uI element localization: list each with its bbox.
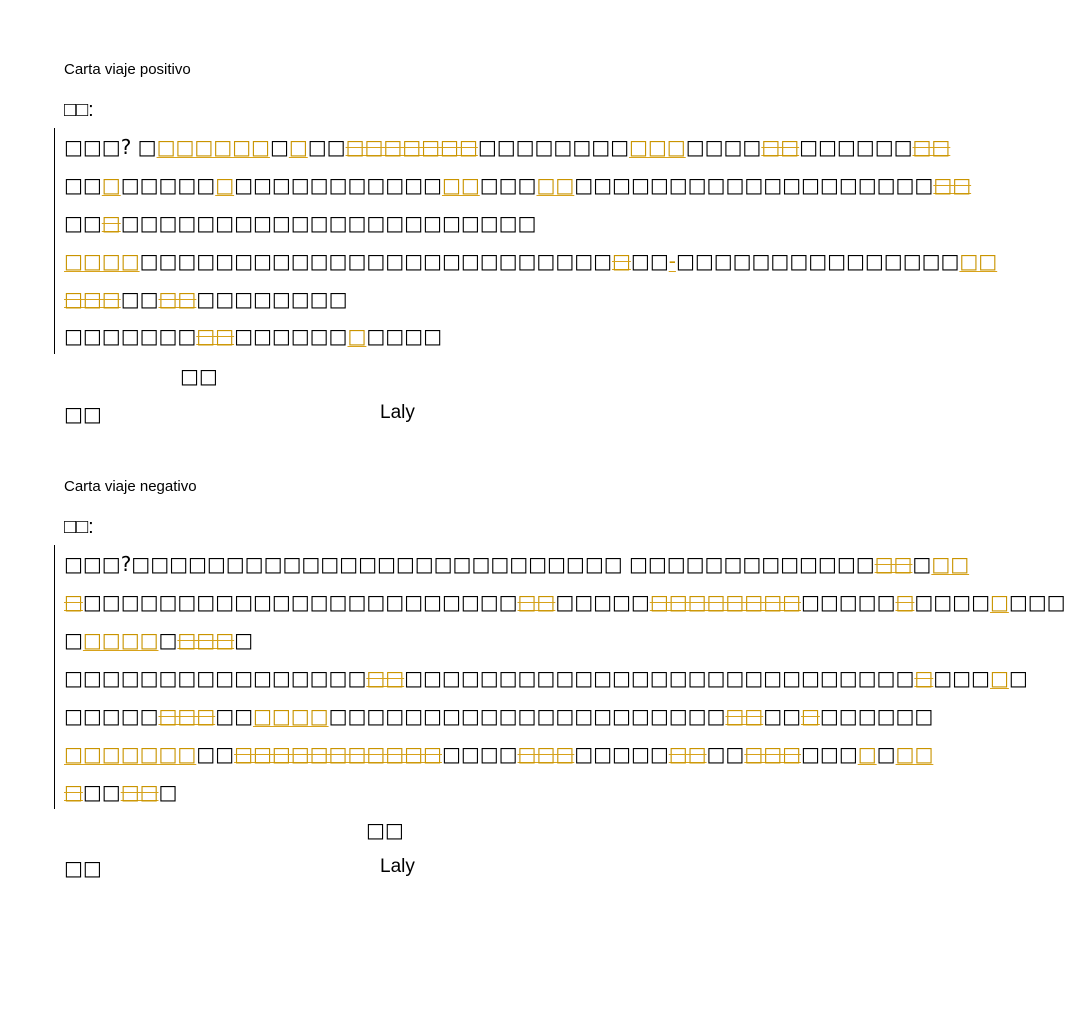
- text-run: □□□: [933, 666, 990, 690]
- letter-2-sign-left: □□: [64, 856, 102, 880]
- letter-1-line-2: [64, 171, 971, 199]
- tracked-change-run: □□□□: [252, 704, 329, 728]
- tracked-change-run: □: [347, 324, 367, 348]
- tracked-change-run: □□□□□□□□: [649, 590, 801, 614]
- text-run: □□□□: [366, 324, 442, 348]
- tracked-change-run: □: [989, 666, 1009, 690]
- letter-2-line-5: [64, 702, 933, 730]
- text-run: □: [64, 628, 83, 652]
- letter-2-title: Carta viaje negativo: [64, 478, 197, 495]
- letter-2-line-1: [64, 550, 969, 578]
- letter-2-change-bar: [54, 545, 55, 809]
- text-run: □□: [64, 173, 102, 197]
- tracked-change-run: □: [64, 590, 83, 614]
- tracked-change-run: □□□: [629, 135, 686, 159]
- text-run: □□: [64, 211, 102, 235]
- text-run: □: [269, 135, 289, 159]
- letter-1-signature-name: Laly: [380, 402, 415, 423]
- tracked-change-run: □□□□□□□: [345, 135, 478, 159]
- tracked-change-run: □: [895, 590, 915, 614]
- text-run: □□□: [801, 742, 858, 766]
- tracked-change-run: □□: [120, 780, 159, 804]
- text-run: □□: [706, 742, 745, 766]
- text-run: □: [234, 628, 254, 652]
- tracked-change-run: □: [215, 173, 235, 197]
- letter-1-sign-left: □□: [64, 402, 102, 426]
- letter-2-line-4: [64, 664, 1028, 692]
- text-run: □□□: [479, 173, 537, 197]
- text-run: □□□□□□: [819, 704, 934, 728]
- tracked-change-run: □□: [874, 552, 913, 576]
- text-run: □: [1008, 666, 1028, 690]
- letter-1-greeting: □□:: [64, 99, 94, 121]
- text-run: □: [876, 742, 896, 766]
- letter-2-line-7: [64, 778, 177, 806]
- tracked-change-run: □□□: [158, 704, 216, 728]
- text-run: □□□□□□□□□□□□□□□□□□□□□□□: [82, 590, 518, 614]
- text-run: □□□□□□: [234, 324, 348, 348]
- text-run: □□□□□□□□□□□□□□□□□□□□□: [328, 704, 726, 728]
- tracked-change-run: □□□: [64, 287, 121, 311]
- letter-2-greeting: □□:: [64, 516, 94, 538]
- tracked-change-run: □□: [725, 704, 764, 728]
- letter-1-line-5: [64, 285, 347, 313]
- letter-2-line-2: [64, 588, 1066, 616]
- tracked-change-run: □□□□□□□□□□□: [234, 742, 442, 766]
- text-run: □□□□□□□: [64, 324, 197, 348]
- tracked-change-run: □: [612, 249, 631, 273]
- tracked-change-run: □□: [517, 590, 556, 614]
- letter-2-closing: □□: [366, 818, 404, 842]
- text-run: □□□□□□□□□□□□□□□□□□□: [574, 173, 934, 197]
- text-run: □□□□□□□□□□□: [234, 173, 442, 197]
- tracked-change-run: □: [101, 211, 121, 235]
- tracked-change-run: □□□□□□□: [64, 742, 197, 766]
- text-run: □□: [630, 249, 669, 273]
- tracked-change-run: □□□□: [82, 628, 159, 652]
- tracked-change-run: □□: [912, 135, 951, 159]
- tracked-change-run: □□: [366, 666, 405, 690]
- text-run: □□□□□□□□□□□□□□□□□□□□□□□□□□□: [404, 666, 915, 690]
- text-run: □□□?□□□□□□□□□□□□□□□□□□□□□□□□□□ □□□□□□□□□□□□□: [64, 552, 875, 576]
- tracked-change-run: □□: [196, 324, 235, 348]
- tracked-change-run: □□: [959, 249, 998, 273]
- text-run: □□□□□□□□□□□□□□□□: [64, 666, 367, 690]
- letter-1-line-4: [64, 247, 997, 275]
- tracked-change-run: □□: [931, 552, 970, 576]
- text-run: □: [912, 552, 932, 576]
- text-run: □□□□□□□□□□□□□□□: [675, 249, 960, 273]
- text-run: □: [158, 628, 178, 652]
- text-run: □□□□: [685, 135, 762, 159]
- text-run: □□□□□□□□: [196, 287, 348, 311]
- text-run: □: [158, 780, 178, 804]
- tracked-change-run: □: [989, 590, 1009, 614]
- letter-2-line-3: [64, 626, 253, 654]
- tracked-change-run: □□: [536, 173, 575, 197]
- tracked-change-run: -: [668, 249, 676, 273]
- letter-1-closing: □□: [180, 364, 218, 388]
- tracked-change-run: □□□□□□: [156, 135, 270, 159]
- letter-1-line-6: [64, 322, 442, 350]
- tracked-change-run: □: [101, 173, 121, 197]
- letter-1-change-bar: [54, 128, 55, 354]
- text-run: □□: [82, 780, 121, 804]
- letter-1-line-1: [64, 133, 950, 161]
- tracked-change-run: □□: [761, 135, 800, 159]
- tracked-change-run: □: [64, 780, 83, 804]
- text-run: □□□□□□□□: [477, 135, 630, 159]
- tracked-change-run: □: [857, 742, 877, 766]
- text-run: □□□□: [441, 742, 518, 766]
- tracked-change-run: □□: [441, 173, 480, 197]
- letter-2-line-6: [64, 740, 933, 768]
- tracked-change-run: □□□: [744, 742, 802, 766]
- tracked-change-run: □: [288, 135, 308, 159]
- tracked-change-run: □: [801, 704, 820, 728]
- text-run: □□□□□□□□□□□□□□□□□□□□□□: [120, 211, 537, 235]
- letter-1-line-3: [64, 209, 536, 237]
- tracked-change-run: □□: [158, 287, 197, 311]
- tracked-change-run: □□: [895, 742, 934, 766]
- text-run: □□□□□□□□□□□□□□□□□□□□□□□□□: [139, 249, 613, 273]
- text-run: □□: [215, 704, 253, 728]
- text-run: □□□□□: [800, 590, 896, 614]
- text-run: □□: [196, 742, 235, 766]
- tracked-change-run: □□□□: [64, 249, 140, 273]
- letter-1-title: Carta viaje positivo: [64, 61, 191, 78]
- letter-2-signature-name: Laly: [380, 856, 415, 877]
- tracked-change-run: □: [914, 666, 934, 690]
- text-run: □□□□□: [64, 704, 159, 728]
- text-run: □□: [763, 704, 801, 728]
- text-run: □□: [307, 135, 346, 159]
- text-run: □□: [120, 287, 159, 311]
- text-run: □□□□: [914, 590, 990, 614]
- text-run: □□□□□: [120, 173, 216, 197]
- text-run: □□□□□: [555, 590, 650, 614]
- text-run: □□□□□: [574, 742, 669, 766]
- text-run: □□□□□□: [799, 135, 913, 159]
- text-run: □□□? □: [64, 135, 157, 159]
- tracked-change-run: □□□: [177, 628, 235, 652]
- tracked-change-run: □□: [933, 173, 972, 197]
- text-run: □□□: [1008, 590, 1066, 614]
- tracked-change-run: □□□: [517, 742, 575, 766]
- tracked-change-run: □□: [668, 742, 707, 766]
